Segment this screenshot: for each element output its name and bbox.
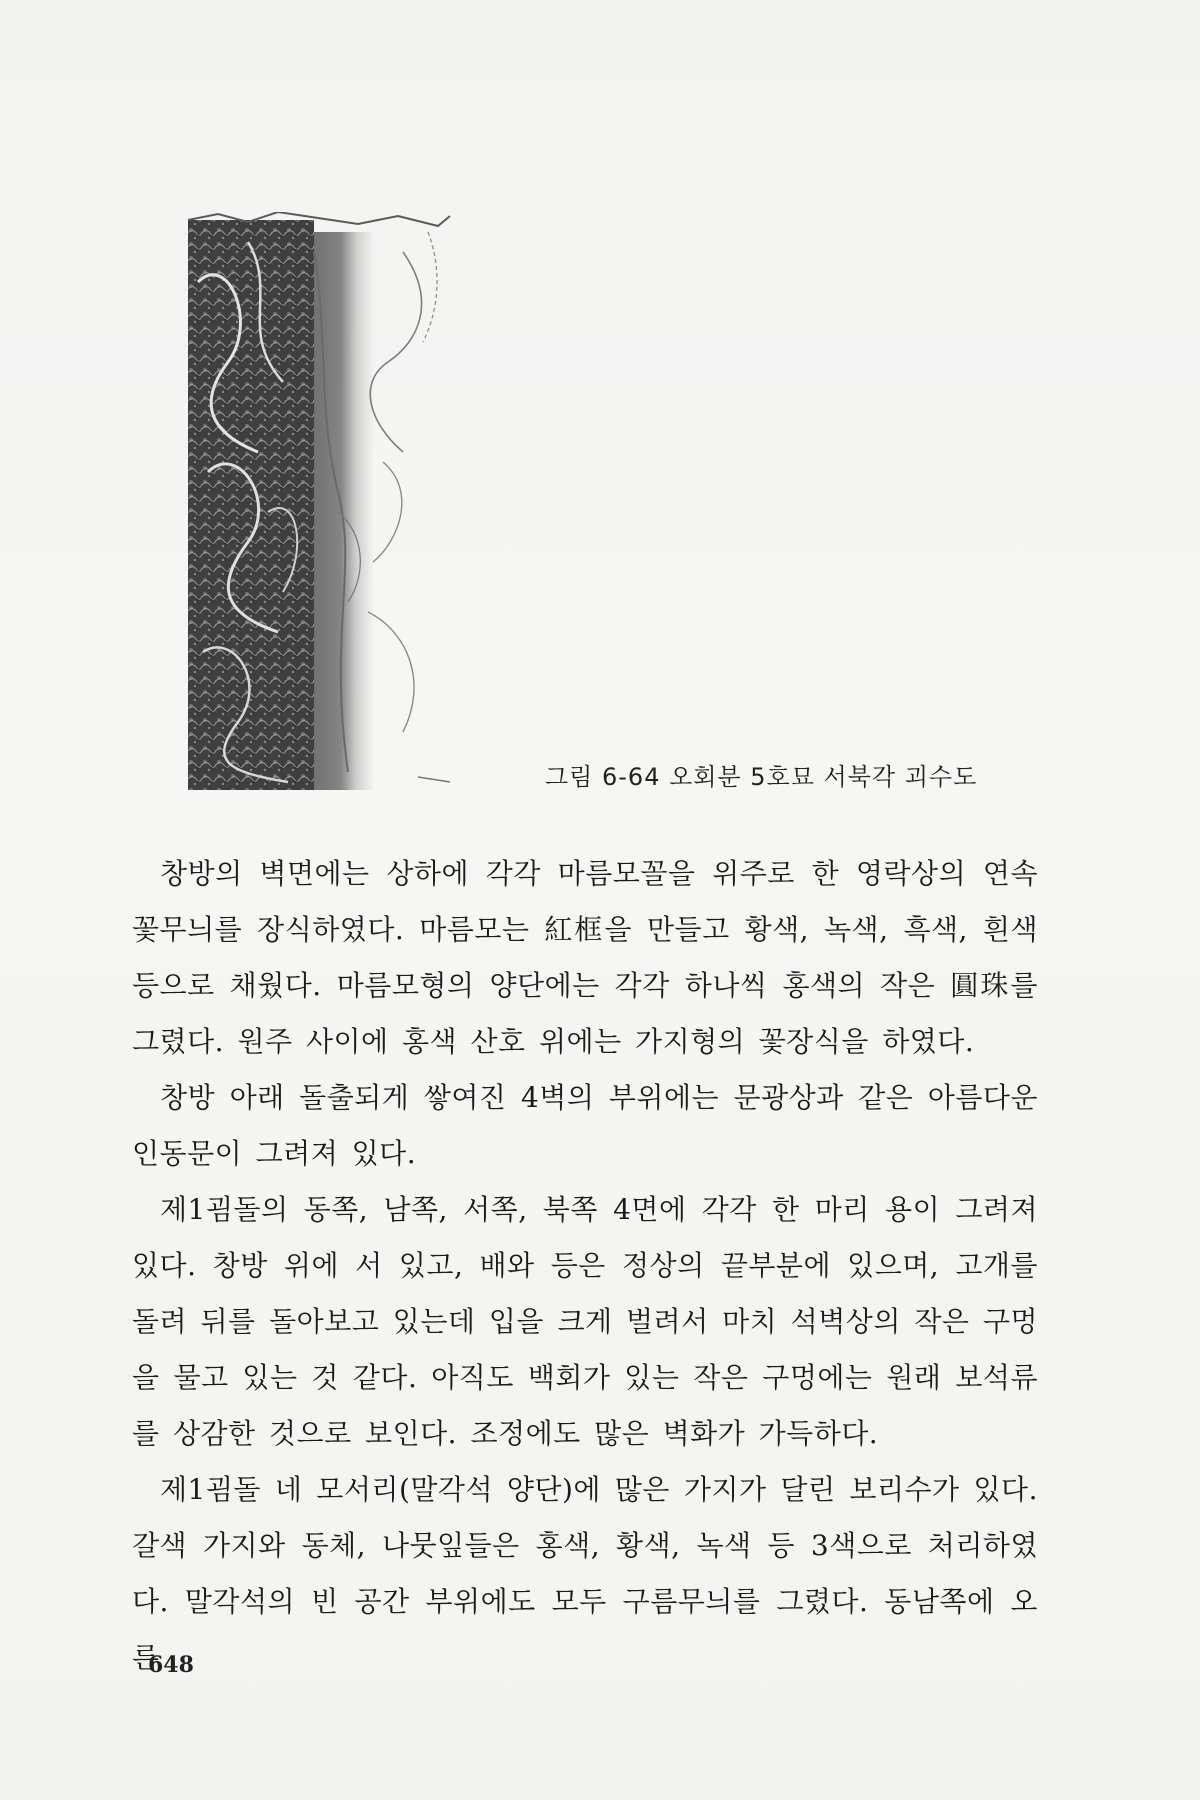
paragraph: 제1굄돌의 동쪽, 남쪽, 서쪽, 북쪽 4면에 각각 한 마리 용이 그려져 있다. 창방 위에 서 있고, 배와 등은 정상의 끝부분에 있으며, 고개를 돌려 뒤를 돌아보고 있는데 입을 크게 벌려서 마치 석벽상의 작은 구멍을 물고 있는 것 같다. 아직도 백회가 있는 작은 구멍에는 원래 보석류를 상감한 것으로 보인다. 조정에도 많은 벽화가 가득하다. [132,1193,1038,1450]
page-number: 648 [148,1652,194,1678]
paragraph: 창방의 벽면에는 상하에 각각 마름모꼴을 위주로 한 영락상의 연속 꽃무늬를 장식하였다. 마름모는 紅框을 만들고 황색, 녹색, 흑색, 흰색 등으로 채웠다. 마름모형의 양단에는 각각 하나씩 홍색의 작은 圓珠를 그렸다. 원주 사이에 홍색 산호 위에는 가지형의 꽃장식을 하였다. [132,857,1038,1058]
body-text [132,846,1038,1686]
paragraph: 창방 아래 돌출되게 쌓여진 4벽의 부위에는 문광상과 같은 아름다운 인동문이 그려져 있다. [132,1081,1038,1170]
figure-caption: 그림 6-64 오회분 5호묘 서북각 괴수도 [545,763,978,791]
mural-photo-image [188,212,488,790]
mural-photo [188,212,488,790]
paragraph: 제1굄돌 네 모서리(말각석 양단)에 많은 가지가 달린 보리수가 있다. 갈색 가지와 동체, 나뭇잎들은 홍색, 황색, 녹색 등 3색으로 처리하였다. 말각석의 빈 공간 부위에도 모두 구름무늬를 그렸다. 동남쪽에 오른 [132,1473,1038,1674]
